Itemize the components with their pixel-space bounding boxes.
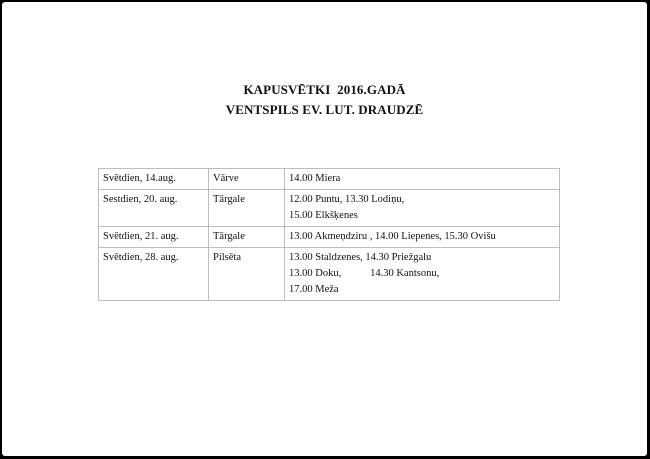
place-cell: Pilsēta bbox=[209, 248, 285, 301]
table-row bbox=[99, 227, 560, 248]
document-title: KAPUSVĒTKI 2016.GADĀ bbox=[243, 82, 406, 97]
day-cell: Sestdien, 20. aug. bbox=[99, 190, 209, 227]
times-cell bbox=[285, 169, 560, 190]
place-cell: Vārve bbox=[209, 169, 285, 190]
times-cell bbox=[285, 248, 560, 301]
document-page bbox=[2, 2, 647, 456]
table-row bbox=[99, 169, 560, 190]
day-cell: Svētdien, 28. aug. bbox=[99, 248, 209, 301]
place-cell: Tārgale bbox=[209, 227, 285, 248]
document-subtitle: VENTSPILS EV. LUT. DRAUDZĒ bbox=[225, 102, 424, 117]
table-row bbox=[99, 190, 560, 227]
time-line: 13.00 Akmeņdziru , 14.00 Liepenes, 15.30 Ovišu bbox=[289, 231, 496, 242]
table-row bbox=[99, 248, 560, 301]
day-cell: Svētdien, 21. aug. bbox=[99, 227, 209, 248]
time-line: 13.00 Doku, 14.30 Kantsonu, bbox=[289, 268, 440, 279]
time-line: 12.00 Puntu, 13.30 Lodiņu, bbox=[289, 194, 405, 205]
time-line: 14.00 Miera bbox=[289, 173, 341, 184]
times-cell bbox=[285, 190, 560, 227]
time-line: 15.00 Elkšķenes bbox=[289, 210, 358, 221]
schedule-table bbox=[98, 168, 560, 301]
times-cell bbox=[285, 227, 560, 248]
place-cell: Tārgale bbox=[209, 190, 285, 227]
time-line: 13.00 Staldzenes, 14.30 Priežgalu bbox=[289, 252, 432, 263]
day-cell: Svētdien, 14.aug. bbox=[99, 169, 209, 190]
time-line: 17.00 Meža bbox=[289, 284, 339, 295]
